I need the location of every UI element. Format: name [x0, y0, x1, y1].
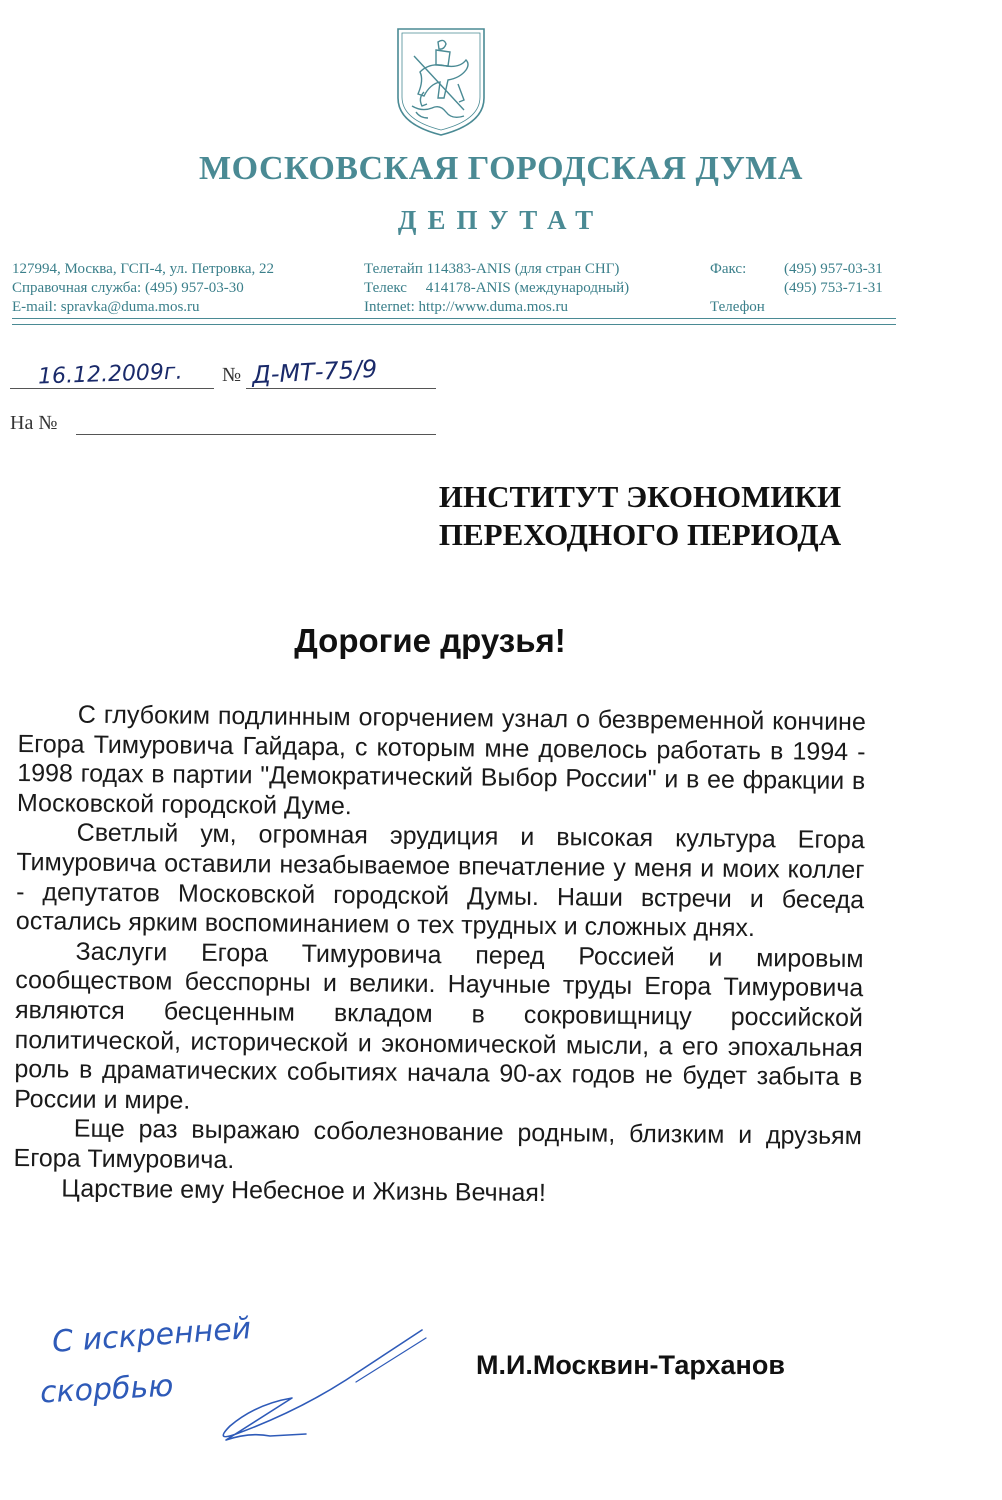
telecom-line: Internet: http://www.duma.mos.ru	[364, 299, 568, 315]
paragraph: С глубоким подлинным огорчением узнал о безвременной кончине Егора Тимуровича Гайдара, с которым мне довелось работать в 1994 - 1998 годах в партии "Демократический Выбор России" и в ее фракции в Московской городской Думе.	[16, 700, 866, 820]
phone-values	[784, 260, 896, 298]
phone-number: (495) 753-71-31	[784, 280, 883, 296]
telecom-block	[364, 260, 704, 317]
addressee-line: ИНСТИТУТ ЭКОНОМИКИ	[438, 479, 842, 514]
registration-date: 16.12.2009г.	[37, 359, 183, 390]
registration-number: Д-МТ-75/9	[251, 354, 378, 390]
reply-underline	[76, 434, 436, 435]
greeting: Дорогие друзья!	[294, 622, 566, 659]
organization-title: МОСКОВСКАЯ ГОРОДСКАЯ ДУМА	[199, 150, 803, 187]
signature-icon	[196, 1322, 436, 1452]
moscow-coat-of-arms-icon	[394, 26, 488, 138]
telecom-line: Телекс 414178-ANIS (международный)	[364, 280, 630, 296]
addressee-line: ПЕРЕХОДНОГО ПЕРИОДА	[438, 517, 842, 552]
paragraph: Светлый ум, огромная эрудиция и высокая культура Егора Тимуровича оставили незабываемое впечатление у меня и моих коллег - депутатов Московской городской Думы. Наши встречи и беседа остались ярким воспоминанием о тех трудных и сложных днях.	[15, 818, 865, 943]
telecom-line: Телетайп 114383-ANIS (для стран СНГ)	[364, 261, 620, 277]
fax-number: (495) 957-03-31	[784, 261, 883, 277]
number-underline	[246, 388, 436, 389]
phone-labels	[710, 260, 790, 317]
paragraph: Заслуги Егора Тимуровича перед Россией и мировым сообществом бесспорны и велики. Научные труды Егора Тимуровича являются бесценным вкладом в сокровищницу российской политической, исторической и экономической мысли, а его эпохальная роль в драматических событиях начала 90-ах годов не будет забыта в России и мире.	[14, 937, 864, 1115]
reply-number-label: На №	[10, 412, 58, 434]
address-block	[12, 260, 352, 317]
paragraph: Еще раз выражаю соболезнование родным, близким и друзьям Егора Тимуровича.	[13, 1114, 862, 1175]
handwritten-note-line: С искренней	[51, 1311, 253, 1360]
header-divider	[12, 324, 896, 325]
number-label: №	[222, 364, 242, 386]
signer-name: М.И.Москвин-Тарханов	[476, 1350, 785, 1380]
address-line: Справочная служба: (495) 957-03-30	[12, 280, 244, 296]
address-line: E-mail: spravka@duma.mos.ru	[12, 299, 200, 315]
fax-label: Факс:	[710, 261, 747, 277]
address-line: 127994, Москва, ГСП-4, ул. Петровка, 22	[12, 261, 274, 277]
addressee	[400, 478, 880, 554]
paragraph: Царствие ему Небесное и Жизнь Вечная!	[61, 1173, 546, 1207]
blank-label	[710, 279, 790, 298]
letter-body	[13, 700, 866, 1211]
handwritten-note-line: скорбью	[39, 1368, 175, 1411]
header-divider	[12, 318, 896, 319]
phone-label: Телефон	[710, 299, 765, 315]
position-title: ДЕПУТАТ	[397, 205, 605, 235]
